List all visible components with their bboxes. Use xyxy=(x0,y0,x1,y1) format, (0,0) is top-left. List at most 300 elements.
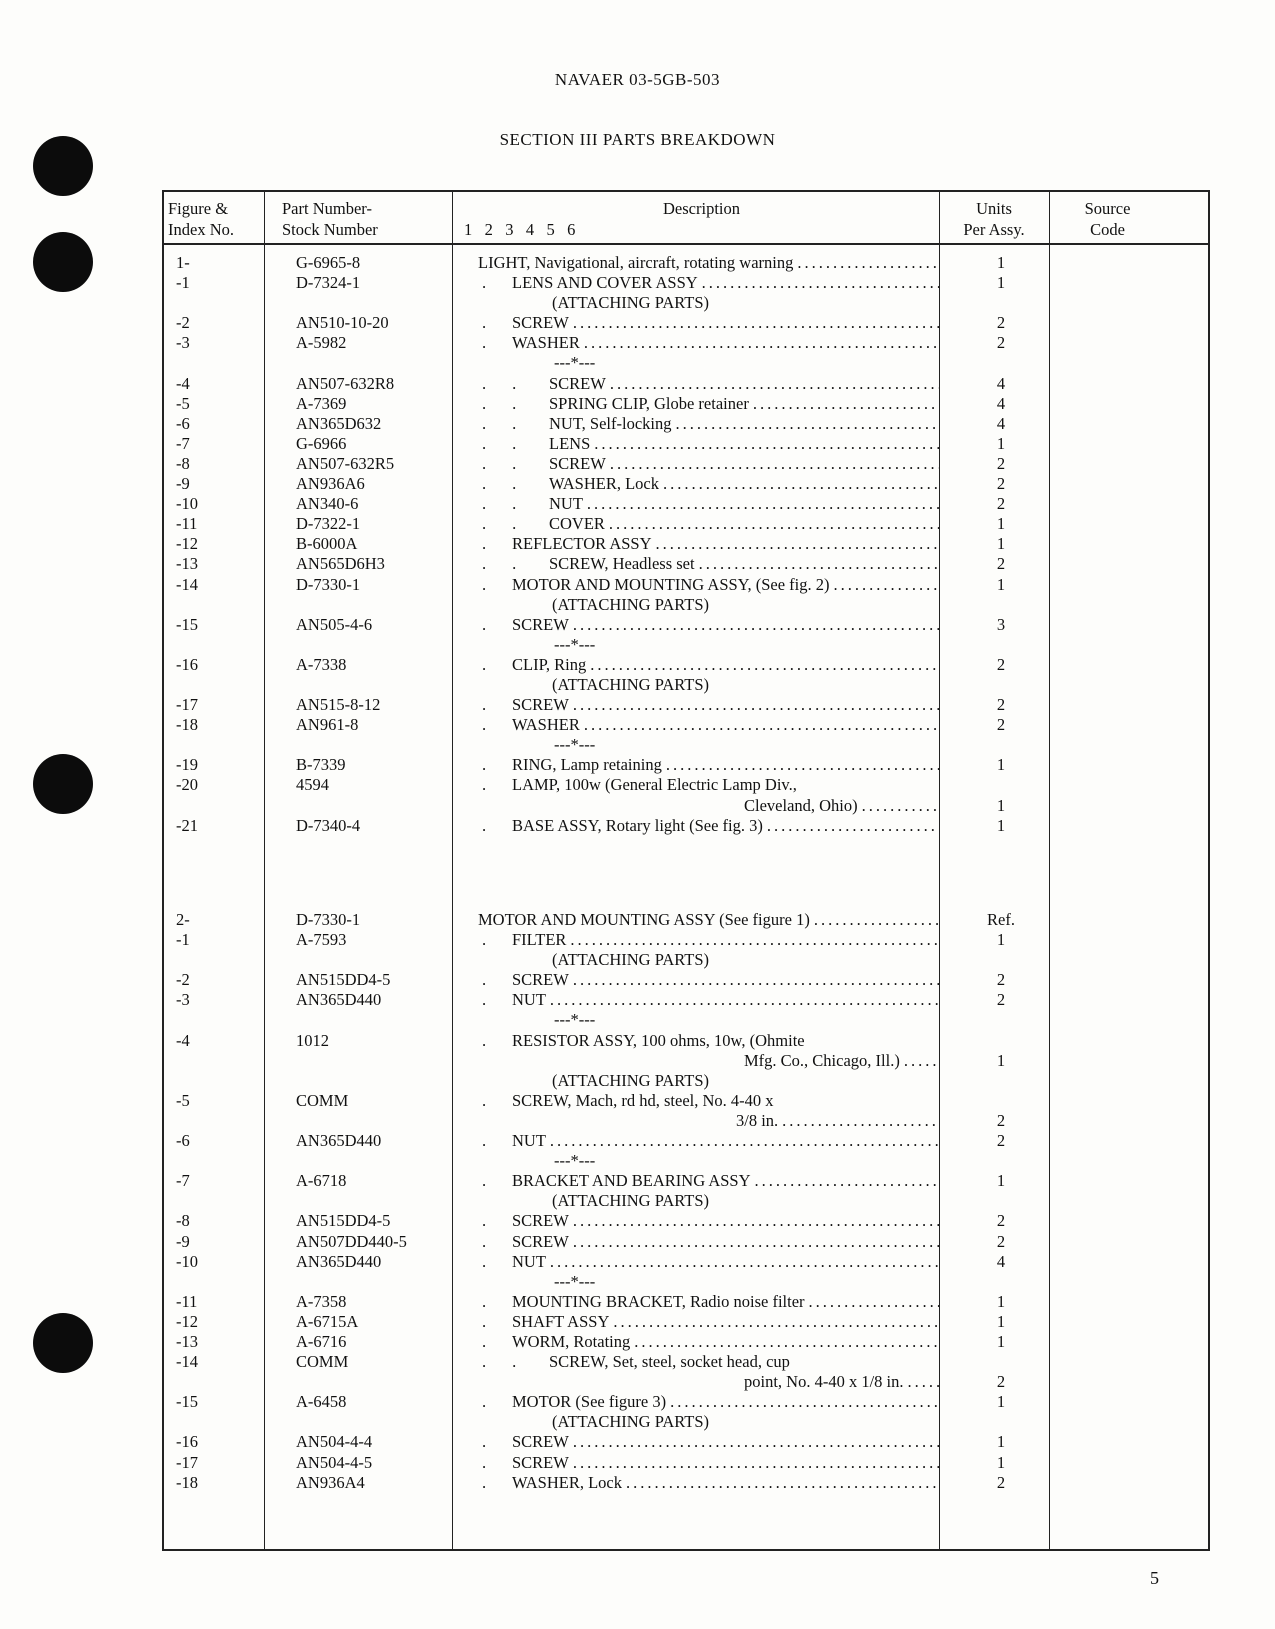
indent-dots: .. xyxy=(482,474,543,494)
dot-leader xyxy=(695,554,939,574)
dot-leader xyxy=(763,816,939,836)
description xyxy=(464,615,939,635)
description xyxy=(464,1051,939,1071)
units-per-assy: 2 xyxy=(996,970,1006,990)
header-text: Units xyxy=(976,199,1012,218)
description xyxy=(464,755,939,775)
indent-dots: . xyxy=(482,815,513,835)
figure-2-section xyxy=(164,910,1208,1493)
index-number: -6 xyxy=(176,413,190,433)
index-number: -4 xyxy=(176,1030,190,1050)
indent-dots: . xyxy=(482,715,513,735)
punch-hole-icon xyxy=(33,232,93,292)
index-number: -9 xyxy=(176,1231,190,1251)
table-row xyxy=(164,1171,1208,1191)
description-text: SCREW, Set, steel, socket head, cup xyxy=(549,1352,790,1372)
index-number: -14 xyxy=(176,1352,198,1372)
indent-dots: .. xyxy=(482,433,543,453)
dot-leader xyxy=(569,1432,939,1452)
indent-dots: . xyxy=(482,654,513,674)
description-text: RING, Lamp retaining xyxy=(512,755,662,775)
description-text: REFLECTOR ASSY xyxy=(512,534,652,554)
units-per-assy: 2 xyxy=(996,1211,1006,1231)
index-number: -18 xyxy=(176,715,198,735)
description-text: NUT xyxy=(512,1131,546,1151)
units-per-assy: 1 xyxy=(996,1171,1006,1191)
description-text: LAMP, 100w (General Electric Lamp Div., xyxy=(512,775,797,795)
units-per-assy: 1 xyxy=(996,514,1006,534)
header-indent-levels: 1 2 3 4 5 6 xyxy=(464,220,576,239)
table-row xyxy=(164,1432,1208,1452)
description xyxy=(464,454,939,474)
units-per-assy: 1 xyxy=(996,273,1006,293)
description xyxy=(464,910,939,930)
table-row xyxy=(164,1191,1208,1211)
attaching-parts-end-marker: ---*--- xyxy=(554,1271,596,1291)
dot-leader xyxy=(662,755,939,775)
part-number: A-7338 xyxy=(296,654,347,674)
description-text: SCREW xyxy=(549,453,606,473)
header-description xyxy=(464,198,939,240)
units-per-assy: 4 xyxy=(996,413,1006,433)
index-number: -17 xyxy=(176,1452,198,1472)
table-row xyxy=(164,333,1208,353)
index-number: -10 xyxy=(176,494,198,514)
table-row xyxy=(164,930,1208,950)
part-number: AN507-632R8 xyxy=(296,373,395,393)
description xyxy=(464,534,939,554)
description-text: NUT xyxy=(549,494,583,514)
description xyxy=(464,253,939,273)
table-row xyxy=(164,474,1208,494)
description xyxy=(464,313,939,333)
part-number: G-6966 xyxy=(296,433,347,453)
description xyxy=(464,414,939,434)
units-per-assy: 1 xyxy=(996,795,1006,815)
dot-leader xyxy=(606,374,939,394)
table-row xyxy=(164,554,1208,574)
attaching-parts-end-marker: ---*--- xyxy=(554,735,596,755)
header-text: Stock Number xyxy=(282,220,378,239)
table-row xyxy=(164,1010,1208,1030)
table-row xyxy=(164,1091,1208,1111)
index-number: -5 xyxy=(176,393,190,413)
table-row xyxy=(164,655,1208,675)
part-number: AN936A6 xyxy=(296,474,365,494)
dot-leader xyxy=(569,615,939,635)
description xyxy=(464,655,939,675)
dot-leader xyxy=(583,494,939,514)
units-per-assy: 1 xyxy=(996,1050,1006,1070)
parts-table xyxy=(162,190,1210,1551)
index-number: -6 xyxy=(176,1131,190,1151)
description-text: LENS xyxy=(549,433,591,453)
indent-dots: .. xyxy=(482,413,543,433)
index-number: 1- xyxy=(176,253,190,272)
units-per-assy: 1 xyxy=(996,815,1006,835)
dot-leader xyxy=(830,575,940,595)
index-number: -13 xyxy=(176,554,198,574)
punch-hole-icon xyxy=(33,1313,93,1373)
description xyxy=(464,1131,939,1151)
index-number: -9 xyxy=(176,474,190,494)
table-row xyxy=(164,695,1208,715)
table-row xyxy=(164,675,1208,695)
description-text: SCREW, Headless set xyxy=(549,554,695,574)
dot-leader xyxy=(580,333,939,353)
description xyxy=(464,990,939,1010)
dot-leader xyxy=(698,273,939,293)
indent-dots: . xyxy=(482,1452,513,1472)
units-per-assy: 1 xyxy=(996,534,1006,554)
dot-leader xyxy=(546,1252,939,1272)
description-text: WASHER, Lock xyxy=(512,1472,622,1492)
dot-leader xyxy=(586,655,939,675)
attaching-parts-marker: (ATTACHING PARTS) xyxy=(552,594,710,614)
description xyxy=(464,796,939,816)
description-text: Cleveland, Ohio) xyxy=(744,795,858,815)
description-text: NUT, Self-locking xyxy=(549,413,672,433)
part-number: AN365D440 xyxy=(296,1131,382,1151)
part-number: G-6965-8 xyxy=(296,253,361,272)
punch-hole-icon xyxy=(33,754,93,814)
dot-leader xyxy=(569,313,939,333)
units-per-assy: 3 xyxy=(996,614,1006,634)
indent-dots: . xyxy=(482,970,513,990)
table-row xyxy=(164,253,1208,273)
units-per-assy: 1 xyxy=(996,1291,1006,1311)
units-per-assy: 4 xyxy=(996,1251,1006,1271)
index-number: -8 xyxy=(176,453,190,473)
table-row xyxy=(164,1031,1208,1051)
indent-dots: .. xyxy=(482,373,543,393)
dot-leader xyxy=(751,1171,939,1191)
table-row xyxy=(164,1232,1208,1252)
part-number: AN961-8 xyxy=(296,715,359,735)
units-per-assy: 2 xyxy=(996,695,1006,715)
dot-leader xyxy=(569,1453,939,1473)
description xyxy=(464,1372,939,1392)
header-divider xyxy=(164,243,1208,245)
units-per-assy: 2 xyxy=(996,1372,1006,1392)
description xyxy=(464,434,939,454)
part-number: AN515-8-12 xyxy=(296,695,381,715)
indent-dots: . xyxy=(482,534,513,554)
description-text: BASE ASSY, Rotary light (See fig. 3) xyxy=(512,815,763,835)
units-per-assy: 4 xyxy=(996,373,1006,393)
table-row xyxy=(164,1412,1208,1432)
index-number: -12 xyxy=(176,1311,198,1331)
indent-dots: . xyxy=(482,1171,513,1191)
indent-dots: .. xyxy=(482,393,543,413)
units-per-assy: 2 xyxy=(996,474,1006,494)
part-number: B-7339 xyxy=(296,755,346,775)
dot-leader xyxy=(858,796,939,816)
units-per-assy: 1 xyxy=(996,1311,1006,1331)
index-number: -7 xyxy=(176,433,190,453)
description-text: MOTOR AND MOUNTING ASSY, (See fig. 2) xyxy=(512,574,830,594)
description-text: MOTOR (See figure 3) xyxy=(512,1392,667,1412)
description-text: MOUNTING BRACKET, Radio noise filter xyxy=(512,1291,805,1311)
description xyxy=(464,816,939,836)
table-row xyxy=(164,1473,1208,1493)
part-number: A-7358 xyxy=(296,1291,347,1311)
table-row xyxy=(164,1352,1208,1372)
part-number: AN365D440 xyxy=(296,1251,382,1271)
table-row xyxy=(164,950,1208,970)
description xyxy=(464,494,939,514)
part-number: D-7324-1 xyxy=(296,273,361,293)
units-per-assy: 2 xyxy=(996,1110,1006,1130)
index-number: -21 xyxy=(176,815,198,835)
part-number: AN936A4 xyxy=(296,1472,365,1492)
dot-leader xyxy=(672,414,939,434)
part-number: B-6000A xyxy=(296,534,358,554)
units-per-assy: 1 xyxy=(996,574,1006,594)
section-title: SECTION III PARTS BREAKDOWN xyxy=(499,130,776,149)
description-text: SPRING CLIP, Globe retainer xyxy=(549,393,749,413)
table-row xyxy=(164,1372,1208,1392)
units-per-assy: 1 xyxy=(996,253,1006,272)
table-row xyxy=(164,816,1208,836)
indent-dots: . xyxy=(482,990,513,1010)
dot-leader xyxy=(569,695,939,715)
header-source-code xyxy=(1049,198,1166,240)
header-text: Code xyxy=(1090,220,1125,239)
units-per-assy: 2 xyxy=(996,494,1006,514)
dot-leader xyxy=(546,990,939,1010)
part-number: A-6718 xyxy=(296,1171,347,1191)
table-row xyxy=(164,1111,1208,1131)
part-number: 4594 xyxy=(296,775,329,795)
units-per-assy: 2 xyxy=(996,990,1006,1010)
description-text: SCREW xyxy=(512,1432,569,1452)
indent-dots: . xyxy=(482,1432,513,1452)
description xyxy=(464,474,939,494)
description-text: SCREW xyxy=(549,373,606,393)
table-row xyxy=(164,595,1208,615)
indent-dots: . xyxy=(482,695,513,715)
units-per-assy: 2 xyxy=(996,313,1006,333)
table-row xyxy=(164,1071,1208,1091)
description xyxy=(464,333,939,353)
indent-dots: . xyxy=(482,1131,513,1151)
dot-leader xyxy=(546,1131,939,1151)
index-number: -1 xyxy=(176,930,190,950)
units-per-assy: 2 xyxy=(996,1472,1006,1492)
part-number: A-7369 xyxy=(296,393,347,413)
part-number: D-7322-1 xyxy=(296,514,361,534)
index-number: -11 xyxy=(176,514,198,534)
indent-dots: . xyxy=(482,614,513,634)
table-row xyxy=(164,796,1208,816)
description xyxy=(464,1031,939,1051)
table-row xyxy=(164,715,1208,735)
index-number: 2- xyxy=(176,910,190,929)
part-number: AN365D632 xyxy=(296,413,382,433)
description-text: WASHER, Lock xyxy=(549,474,659,494)
index-number: -3 xyxy=(176,333,190,353)
units-per-assy: 1 xyxy=(996,1452,1006,1472)
table-row xyxy=(164,1211,1208,1231)
description-text: WASHER xyxy=(512,715,580,735)
part-number: AN507DD440-5 xyxy=(296,1231,407,1251)
indent-dots: . xyxy=(482,755,513,775)
units-per-assy: 1 xyxy=(996,755,1006,775)
dot-leader xyxy=(606,454,939,474)
dot-leader xyxy=(569,970,939,990)
table-row xyxy=(164,970,1208,990)
header-text: Source xyxy=(1084,199,1131,218)
indent-dots: . xyxy=(482,333,513,353)
table-row xyxy=(164,775,1208,795)
description-text: WASHER xyxy=(512,333,580,353)
indent-dots: . xyxy=(482,1030,513,1050)
part-number: A-6458 xyxy=(296,1392,347,1412)
table-row xyxy=(164,1272,1208,1292)
units-per-assy: 1 xyxy=(996,1432,1006,1452)
units-per-assy: 1 xyxy=(996,1331,1006,1351)
description xyxy=(464,1171,939,1191)
description-text: MOTOR AND MOUNTING ASSY (See figure 1) xyxy=(478,910,810,929)
description-text: SCREW, Mach, rd hd, steel, No. 4-40 x xyxy=(512,1090,774,1110)
dot-leader xyxy=(580,715,939,735)
description-text: SCREW xyxy=(512,313,569,333)
description xyxy=(464,1352,939,1372)
index-number: -14 xyxy=(176,574,198,594)
description-text: BRACKET AND BEARING ASSY xyxy=(512,1171,751,1191)
description-text: NUT xyxy=(512,990,546,1010)
index-number: -20 xyxy=(176,775,198,795)
index-number: -11 xyxy=(176,1291,198,1311)
dot-leader xyxy=(622,1473,939,1493)
indent-dots: . xyxy=(482,1472,513,1492)
attaching-parts-marker: (ATTACHING PARTS) xyxy=(552,674,710,694)
indent-dots: . xyxy=(482,313,513,333)
table-row xyxy=(164,1051,1208,1071)
description xyxy=(464,1111,939,1131)
part-number: AN510-10-20 xyxy=(296,313,389,333)
table-row xyxy=(164,534,1208,554)
index-number: -10 xyxy=(176,1251,198,1271)
part-number: AN504-4-4 xyxy=(296,1432,373,1452)
part-number: COMM xyxy=(296,1352,349,1372)
indent-dots: .. xyxy=(482,453,543,473)
table-row xyxy=(164,575,1208,595)
description xyxy=(464,1312,939,1332)
figure-1-section xyxy=(164,253,1208,836)
dot-leader xyxy=(778,1111,939,1131)
attaching-parts-marker: (ATTACHING PARTS) xyxy=(552,1191,710,1211)
indent-dots: .. xyxy=(482,494,543,514)
description-text: SCREW xyxy=(512,614,569,634)
attaching-parts-end-marker: ---*--- xyxy=(554,1010,596,1030)
header-text: Part Number- xyxy=(282,199,372,218)
dot-leader xyxy=(630,1332,939,1352)
index-number: -1 xyxy=(176,273,190,293)
attaching-parts-marker: (ATTACHING PARTS) xyxy=(552,293,710,313)
index-number: -17 xyxy=(176,695,198,715)
part-number: A-5982 xyxy=(296,333,347,353)
part-number: AN504-4-5 xyxy=(296,1452,373,1472)
units-per-assy: Ref. xyxy=(987,910,1015,929)
indent-dots: . xyxy=(482,1090,513,1110)
table-row xyxy=(164,353,1208,373)
indent-dots: . xyxy=(482,1392,513,1412)
part-number: AN565D6H3 xyxy=(296,554,385,574)
part-number: AN515DD4-5 xyxy=(296,1211,391,1231)
description xyxy=(464,1252,939,1272)
index-number: -2 xyxy=(176,970,190,990)
dot-leader xyxy=(652,534,939,554)
description-text: RESISTOR ASSY, 100 ohms, 10w, (Ohmite xyxy=(512,1030,805,1050)
description-text: LIGHT, Navigational, aircraft, rotating warning xyxy=(478,253,794,272)
dot-leader xyxy=(810,910,939,930)
table-row xyxy=(164,1312,1208,1332)
part-number: A-6715A xyxy=(296,1311,359,1331)
table-row xyxy=(164,1131,1208,1151)
indent-dots: . xyxy=(482,1231,513,1251)
index-number: -2 xyxy=(176,313,190,333)
description-text: COVER xyxy=(549,514,605,534)
description xyxy=(464,554,939,574)
part-number: A-7593 xyxy=(296,930,347,950)
units-per-assy: 2 xyxy=(996,1231,1006,1251)
description xyxy=(464,1232,939,1252)
index-number: -19 xyxy=(176,755,198,775)
table-row xyxy=(164,1292,1208,1312)
dot-leader xyxy=(566,930,939,950)
index-number: -18 xyxy=(176,1472,198,1492)
part-number: COMM xyxy=(296,1090,349,1110)
units-per-assy: 2 xyxy=(996,453,1006,473)
attaching-parts-end-marker: ---*--- xyxy=(554,634,596,654)
table-row xyxy=(164,615,1208,635)
part-number: AN505-4-6 xyxy=(296,614,373,634)
units-per-assy: 2 xyxy=(996,654,1006,674)
table-row xyxy=(164,1453,1208,1473)
description-text: Mfg. Co., Chicago, Ill.) xyxy=(744,1050,900,1070)
units-per-assy: 2 xyxy=(996,1131,1006,1151)
index-number: -12 xyxy=(176,534,198,554)
indent-dots: . xyxy=(482,1251,513,1271)
description xyxy=(464,970,939,990)
index-number: -15 xyxy=(176,1392,198,1412)
header-text: Index No. xyxy=(168,220,234,239)
description-text: CLIP, Ring xyxy=(512,654,587,674)
table-row xyxy=(164,635,1208,655)
description-text: FILTER xyxy=(512,930,567,950)
units-per-assy: 2 xyxy=(996,715,1006,735)
index-number: -5 xyxy=(176,1090,190,1110)
table-row xyxy=(164,1252,1208,1272)
description-text: SCREW xyxy=(512,1211,569,1231)
table-row xyxy=(164,1392,1208,1412)
part-number: D-7330-1 xyxy=(296,574,361,594)
dot-leader xyxy=(749,394,939,414)
indent-dots: . xyxy=(482,1331,513,1351)
dot-leader xyxy=(569,1211,939,1231)
header-text: Description xyxy=(663,199,740,218)
description xyxy=(464,715,939,735)
description xyxy=(464,575,939,595)
header-text: Per Assy. xyxy=(963,220,1025,239)
document-id: NAVAER 03-5GB-503 xyxy=(554,70,721,89)
description xyxy=(464,1211,939,1231)
description-text: NUT xyxy=(512,1251,546,1271)
indent-dots: .. xyxy=(482,514,543,534)
indent-dots: . xyxy=(482,1311,513,1331)
